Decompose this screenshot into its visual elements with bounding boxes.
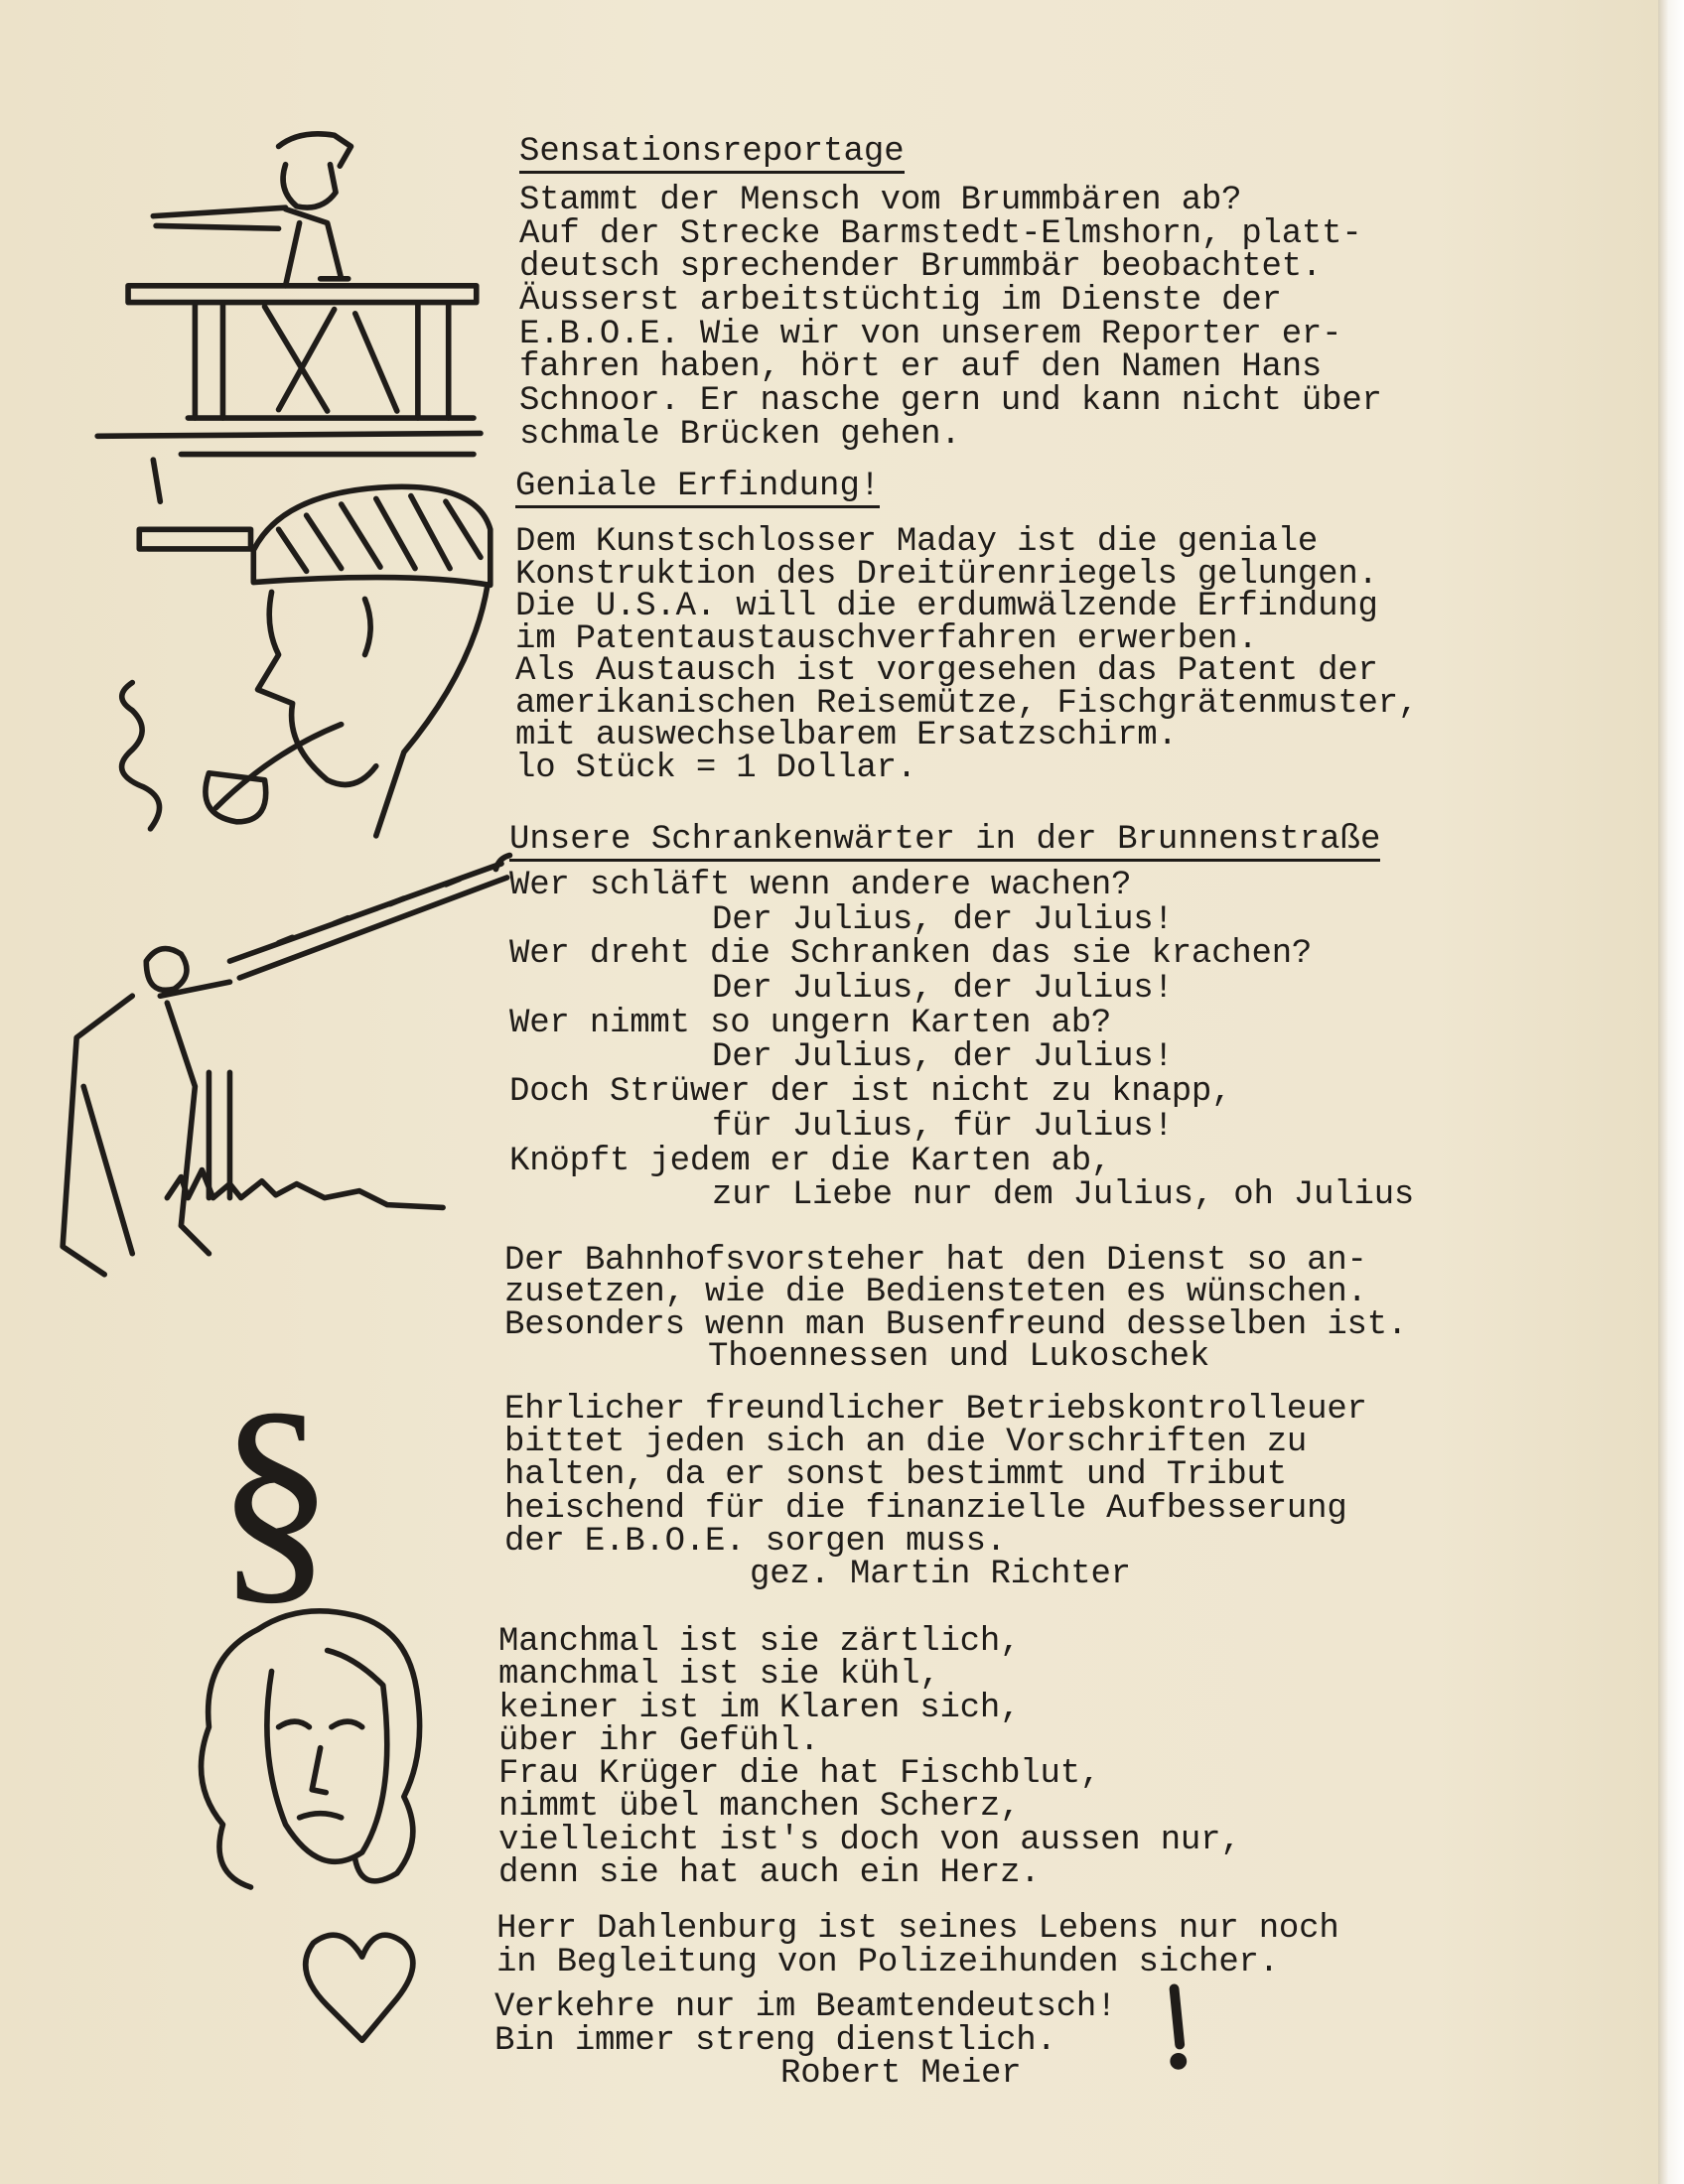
text-line: Konstruktion des Dreitürenriegels gelungen. bbox=[515, 555, 1378, 594]
text-line: Manchmal ist sie zärtlich, bbox=[498, 1623, 1021, 1661]
section-title-schrankenwaerter: Unsere Schrankenwärter in der Brunnenstraße bbox=[509, 823, 1380, 862]
heart-drawing bbox=[306, 1935, 413, 2040]
text-line: Bin immer streng dienstlich. bbox=[494, 2021, 1056, 2060]
paper-edge bbox=[1658, 0, 1684, 2184]
text-line: Der Julius, der Julius! bbox=[712, 970, 1174, 1009]
section-bahnhofsvorsteher bbox=[504, 1242, 1408, 1376]
text-line: Herr Dahlenburg ist seines Lebens nur noch bbox=[496, 1910, 1339, 1948]
section-schrankenwaerter-poem bbox=[509, 869, 1414, 1213]
text-line: Frau Krüger die hat Fischblut, bbox=[498, 1755, 1101, 1794]
text-line: nimmt übel manchen Scherz, bbox=[498, 1788, 1021, 1827]
text-line: E.B.O.E. Wie wir von unserem Reporter er- bbox=[519, 315, 1342, 353]
text-line: heischend für die finanzielle Aufbesserung bbox=[504, 1489, 1347, 1528]
text-line: Als Austausch ist vorgesehen das Patent der bbox=[515, 652, 1378, 690]
text-line: Äusserst arbeitstüchtig im Dienste der bbox=[519, 282, 1282, 321]
section-sign-drawing: § bbox=[215, 1362, 335, 1626]
text-line: Der Julius, der Julius! bbox=[712, 1038, 1174, 1077]
text-line: Die U.S.A. will die erdumwälzende Erfindung bbox=[515, 588, 1378, 625]
exclamation-drawing bbox=[1173, 1988, 1184, 2067]
section-dahlenburg bbox=[496, 1912, 1339, 1979]
text-line: Dem Kunstschlosser Maday ist die geniale bbox=[515, 523, 1319, 561]
woman-face-drawing bbox=[202, 1611, 420, 1887]
text-line: Thoennessen und Lukoschek bbox=[708, 1337, 1210, 1376]
text-line: Knöpft jedem er die Karten ab, bbox=[509, 1142, 1112, 1180]
text-line: keiner ist im Klaren sich, bbox=[498, 1689, 1021, 1727]
text-line: über ihr Gefühl. bbox=[498, 1721, 820, 1760]
text-line: denn sie hat auch ein Herz. bbox=[498, 1854, 1041, 1893]
man-with-cap-and-pipe-drawing bbox=[122, 486, 491, 836]
section-title-sensationsreportage: Sensationsreportage bbox=[519, 135, 905, 174]
section-robert-meier bbox=[494, 1988, 1117, 2093]
text-line: schmale Brücken gehen. bbox=[519, 415, 961, 454]
text-line: zusetzen, wie die Bediensteten es wünschen. bbox=[504, 1274, 1367, 1312]
text-line: im Patentaustauschverfahren erwerben. bbox=[515, 619, 1258, 658]
title-underline-curve bbox=[495, 856, 509, 870]
section-geniale-erfindung-body bbox=[515, 523, 1419, 787]
text-line: manchmal ist sie kühl, bbox=[498, 1656, 940, 1695]
text-line: Auf der Strecke Barmstedt-Elmshorn, platt- bbox=[519, 214, 1362, 253]
text-line: amerikanischen Reisemütze, Fischgrätenmuster, bbox=[515, 684, 1419, 723]
text-line: deutsch sprechender Brummbär beobachtet. bbox=[519, 248, 1323, 287]
text-line: in Begleitung von Polizeihunden sicher. bbox=[496, 1944, 1279, 1981]
text-line: Ehrlicher freundlicher Betriebskontrolleuer bbox=[504, 1391, 1367, 1429]
text-line: gez. Martin Richter bbox=[750, 1555, 1131, 1593]
text-line: halten, da er sonst bestimmt und Tribut bbox=[504, 1456, 1287, 1495]
section-title-geniale-erfindung: Geniale Erfindung! bbox=[515, 470, 880, 508]
text-line: lo Stück = 1 Dollar. bbox=[515, 749, 917, 787]
text-line: fahren haben, hört er auf den Namen Hans bbox=[519, 348, 1323, 387]
text-line: Der Julius, der Julius! bbox=[712, 900, 1174, 939]
section-sensationsreportage-body bbox=[519, 182, 1382, 454]
text-line: der E.B.O.E. sorgen muss. bbox=[504, 1522, 1007, 1561]
text-line: Doch Strüwer der ist nicht zu knapp, bbox=[509, 1073, 1232, 1112]
text-line: Stammt der Mensch vom Brummbären ab? bbox=[519, 182, 1242, 219]
text-line: Wer schläft wenn andere wachen? bbox=[509, 867, 1132, 904]
text-line: Verkehre nur im Beamtendeutsch! bbox=[494, 1988, 1117, 2026]
section-betriebskontrolleur bbox=[504, 1391, 1367, 1593]
text-line: für Julius, für Julius! bbox=[712, 1107, 1174, 1146]
text-line: zur Liebe nur dem Julius, oh Julius bbox=[712, 1176, 1415, 1215]
text-line: Robert Meier bbox=[780, 2055, 1022, 2093]
text-line: mit auswechselbarem Ersatzschirm. bbox=[515, 717, 1178, 754]
text-line: Schnoor. Er nasche gern und kann nicht über bbox=[519, 382, 1382, 421]
text-line: Der Bahnhofsvorsteher hat den Dienst so an- bbox=[504, 1242, 1367, 1280]
text-line: bittet jeden sich an die Vorschriften zu bbox=[504, 1424, 1308, 1462]
text-line: Besonders wenn man Busenfreund desselben ist. bbox=[504, 1305, 1408, 1344]
text-line: Wer nimmt so ungern Karten ab? bbox=[509, 1004, 1112, 1042]
barrier-keeper-drawing bbox=[63, 864, 506, 1275]
text-line: vielleicht ist's doch von aussen nur, bbox=[498, 1821, 1241, 1859]
text-line: Wer dreht die Schranken das sie krachen? bbox=[509, 935, 1313, 974]
section-frau-krueger-poem bbox=[498, 1623, 1241, 1893]
worker-on-scaffold-drawing bbox=[97, 134, 481, 501]
